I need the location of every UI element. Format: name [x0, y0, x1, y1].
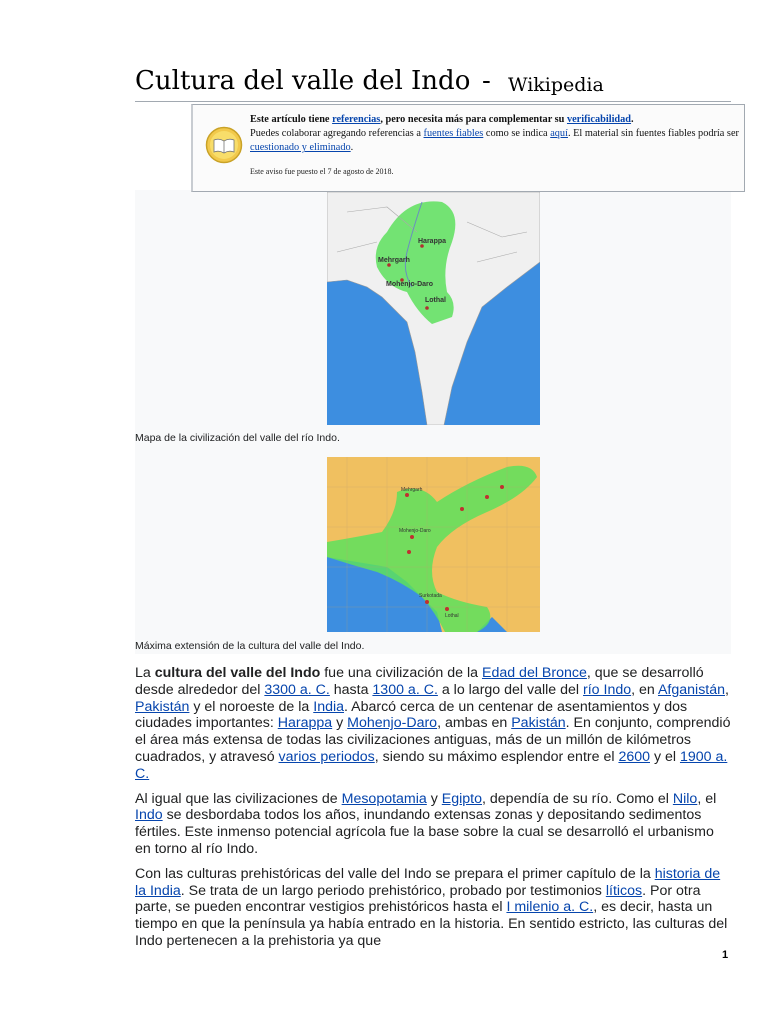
page-title: Cultura del valle del Indo: [135, 66, 471, 96]
book-icon: [205, 126, 243, 164]
page-number: 1: [722, 949, 729, 961]
pakistan-link-2[interactable]: Pakistán: [511, 715, 566, 732]
afganistan-link[interactable]: Afganistán: [657, 681, 726, 698]
map2-label-mohenjo-daro: Mohenjo-Daro: [399, 528, 431, 534]
paragraph-rio: Al igual que las civilizaciones de Mesopotamia y Egipto, dependía de su río. Como el Nilo, el Indo se desbordaba todos los años, inundando extensas zonas y depositando sedimentos fértiles. Este inmenso potencial agrícola fue la base sobre la cual se desarrolló el urbanismo en torno al río Indo.: [135, 790, 717, 857]
references-notice: [191, 104, 745, 192]
map1-label-harappa: Harappa: [418, 238, 447, 245]
notice-text: Este artículo tiene referencias, pero necesita más para complementar su verificabilidad. Puedes colaborar agregando referencias a fuentes fiables como se indica aquí. El material sin fuentes fiables podría ser cuestionado y eliminado.: [250, 114, 739, 154]
map2-label-mehrgarh: Mehrgarh: [401, 487, 423, 493]
historia-de-la-india-link[interactable]: historia de la India: [135, 865, 721, 899]
harappa-link[interactable]: Harappa: [277, 715, 333, 732]
article-body: [135, 665, 731, 958]
pakistan-link[interactable]: Pakistán: [135, 698, 190, 715]
2600-link[interactable]: 2600: [618, 748, 650, 765]
map2-caption: Máxima extensión de la cultura del valle del Indo.: [135, 640, 365, 652]
nilo-link[interactable]: Nilo: [672, 790, 698, 807]
verificabilidad-link[interactable]: verificabilidad: [566, 114, 632, 125]
liticos-link[interactable]: líticos: [605, 882, 643, 899]
indo-link[interactable]: Indo: [135, 807, 163, 824]
edad-del-bronce-link[interactable]: Edad del Bronce: [481, 665, 587, 681]
i-milenio-link[interactable]: I milenio a. C.: [506, 899, 594, 916]
notice-date: Este aviso fue puesto el 7 de agosto de 2018.: [250, 167, 394, 176]
indus-extent-map: [327, 457, 540, 632]
mohenjo-daro-link[interactable]: Mohenjo-Daro: [347, 715, 438, 732]
1300-ac-link[interactable]: 1300 a. C.: [372, 681, 438, 698]
india-link[interactable]: India: [313, 698, 345, 715]
title-separator: -: [482, 66, 491, 96]
paragraph-intro: La cultura del valle del Indo fue una civilización de la Edad del Bronce, que se desarrolló desde alrededor del 3300 a. C. hasta 1300 a. C. a lo largo del valle del río Indo, en Afganistán, Pakistán y el noroeste de la India. Abarcó cerca de un centenar de asentamientos y dos ciudades importantes: Harappa y Mohenjo-Daro, ambas en Pakistán. En conjunto, comprendió el área más extensa de todas las civilizaciones antiguas, más de un millón de kilómetros cuadrados, y atravesó varios periodos, siendo su máximo esplendor entre el 2600 y el 1900 a. C.: [135, 665, 731, 782]
map2-label-surkotada: Surkotada: [419, 593, 442, 599]
3300-ac-link[interactable]: 3300 a. C.: [264, 681, 330, 698]
cuestionado-link[interactable]: cuestionado y eliminado: [250, 142, 351, 154]
site-name: Wikipedia: [508, 74, 604, 96]
map1-label-mohenjo-daro: Mohenjo-Daro: [386, 281, 434, 288]
aqui-link[interactable]: aquí: [550, 128, 568, 140]
rio-indo-link[interactable]: río Indo: [583, 681, 632, 698]
referencias-link[interactable]: referencias: [332, 114, 381, 125]
varios-periodos-link[interactable]: varios periodos: [278, 748, 375, 765]
page-header: [135, 66, 731, 102]
map2-label-lothal: Lothal: [445, 613, 459, 619]
map1-caption: Mapa de la civilización del valle del río Indo.: [135, 432, 340, 444]
indus-valley-map: [327, 192, 540, 425]
mesopotamia-link[interactable]: Mesopotamia: [341, 790, 427, 807]
map1-label-mehrgarh: Mehrgarh: [378, 257, 410, 264]
1900-ac-link[interactable]: 1900 a. C.: [135, 748, 728, 782]
map1-label-lothal: Lothal: [425, 297, 446, 304]
fuentes-fiables-link[interactable]: fuentes fiables: [423, 128, 484, 140]
egipto-link[interactable]: Egipto: [441, 790, 483, 807]
paragraph-prehistoria: Con las culturas prehistóricas del valle del Indo se prepara el primer capítulo de la historia de la India. Se trata de un largo periodo prehistórico, probado por testimonios líticos. Por otra parte, se pueden encontrar vestigios prehistóricos hasta el I milenio a. C., es decir, hasta un tiempo en que la península ya había entrado en la historia. En sentido estricto, las culturas del Indo pertenecen a la prehistoria ya que: [135, 865, 728, 949]
